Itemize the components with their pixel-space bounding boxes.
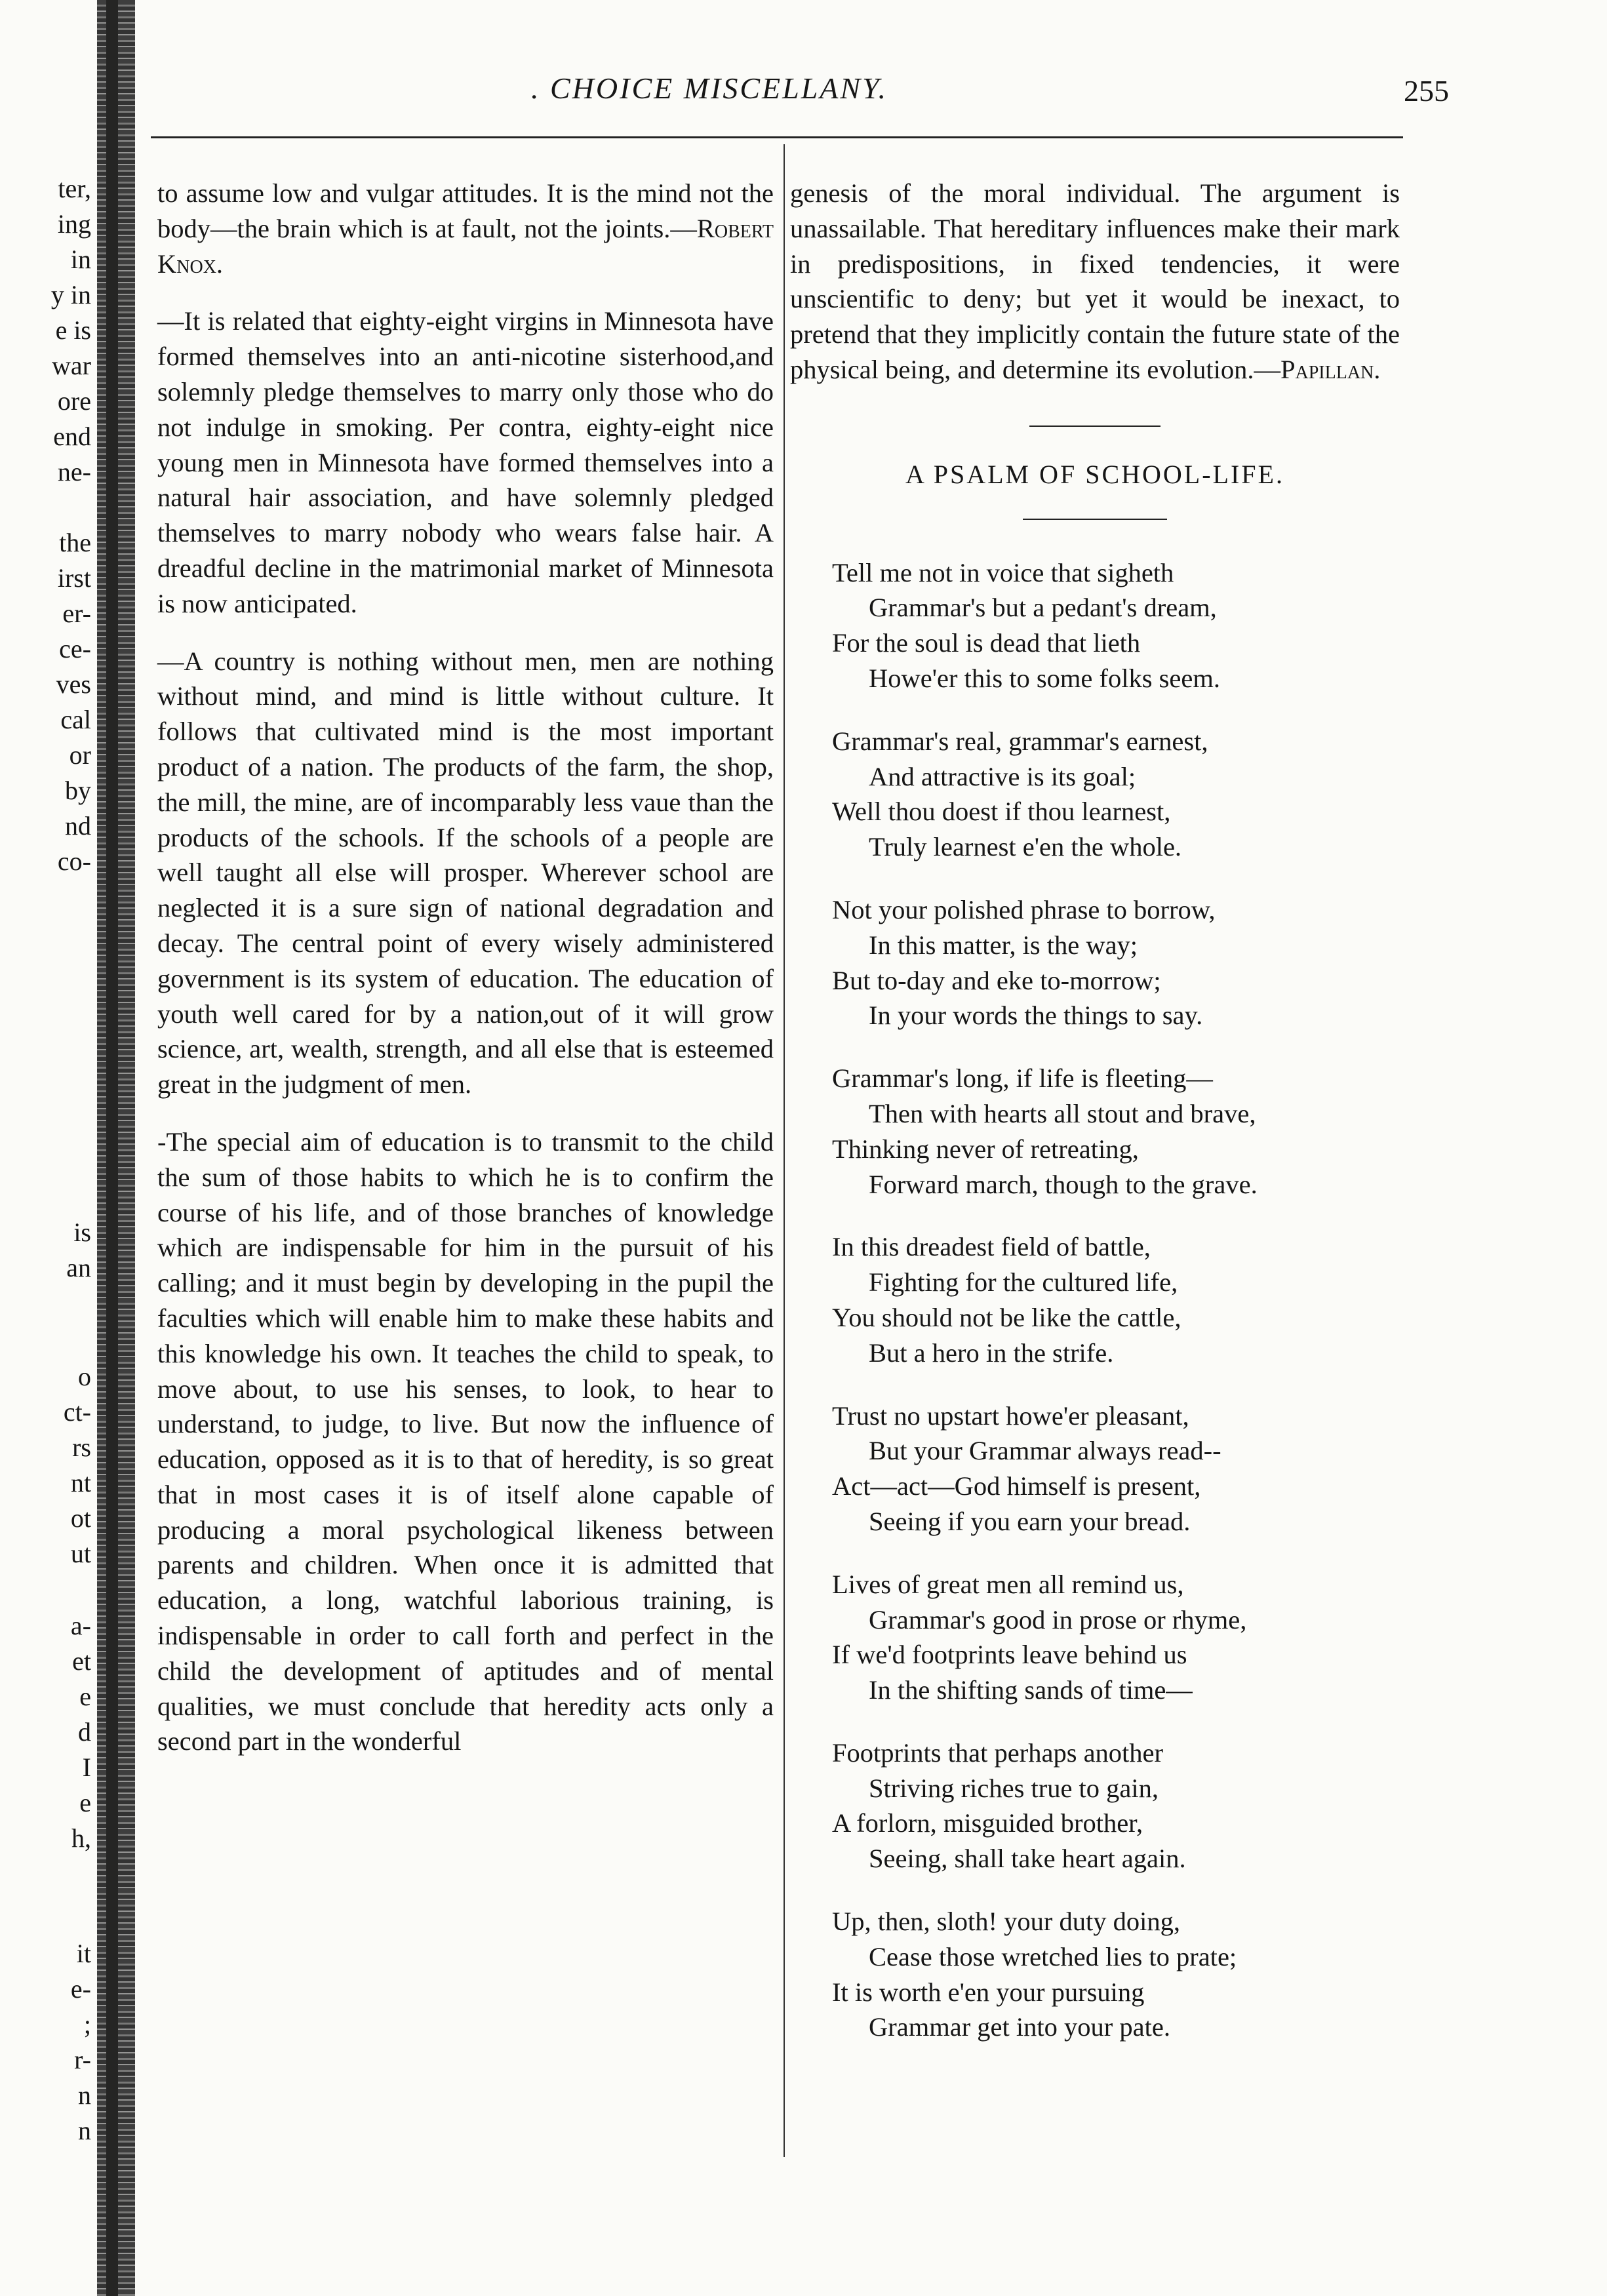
poem-line: Truly learnest e'en the whole. <box>869 832 1182 862</box>
poem-line: Up, then, sloth! your duty doing, <box>832 1907 1180 1937</box>
poem-line: Well thou doest if thou learnest, <box>832 797 1171 827</box>
margin-fragment: in <box>70 245 91 274</box>
margin-fragment: ing <box>57 209 91 239</box>
paragraph-minnesota: —It is related that eighty-eight virgins in Minnesota have formed themselves into an anti-nicotine sisterhood,and solemnly pledge themselves to marry only those who do not indulge in smoking. Per contra, eighty-eight nice young men in Minnesota have formed themselves into a natural hair association, and have solemnly pledged themselves to marry nobody who wears false hair. A dreadful decline in the matrimonial market of Minnesota is now anticipated. <box>157 306 774 618</box>
margin-fragment: a- <box>70 1611 91 1640</box>
poem-stanza <box>832 555 1400 696</box>
margin-fragment: e <box>79 1682 91 1711</box>
margin-fragment: ot <box>70 1503 91 1533</box>
margin-fragment: d <box>78 1717 91 1747</box>
margin-fragment: ore <box>57 386 91 416</box>
poem-line: Thinking never of retreating, <box>832 1134 1139 1164</box>
poem-line: Forward march, though to the grave. <box>869 1169 1258 1199</box>
poem-line: Striving riches true to gain, <box>869 1773 1159 1803</box>
book-binding-gutter <box>97 0 135 2296</box>
poem-line: It is worth e'en your pursuing <box>832 1977 1145 2007</box>
margin-fragment: rs <box>72 1433 91 1462</box>
margin-fragment: or <box>69 740 91 770</box>
margin-fragment: n <box>78 2080 91 2110</box>
poem-line: Not your polished phrase to borrow, <box>832 894 1216 924</box>
margin-fragment: ct- <box>63 1397 91 1427</box>
margin-fragment: nt <box>70 1468 91 1497</box>
margin-fragment: ut <box>70 1539 91 1568</box>
margin-fragment: ce- <box>59 634 91 663</box>
margin-fragment: e is <box>55 315 91 345</box>
margin-fragment: by <box>65 776 91 805</box>
poem-line: In the shifting sands of time— <box>869 1675 1193 1705</box>
section-rule <box>1029 426 1161 427</box>
paragraph-education: -The special aim of education is to transmit to the child the sum of those habits to which he is to confirm the course of his life, and of those branches of knowledge which are indispensable for him in the pursuit of his calling; and it must begin by developing in the pupil the faculties which will enable him to make these habits and this knowledge his own. It teaches the child to speak, to move about, to use his senses, to look, to hear to understand, to judge, to live. But now the influence of education, opposed as it is to that of heredity, is so great that in most cases it is of itself alone capable of producing a moral psychological likeness between parents and children. When once it is admitted that education, a long, watchful laborious training, is indispensable in order to call forth and perfect in the child the development of aptitudes and of mental qualities, we must conclude that heredity acts only a second part in the wonderful <box>157 1126 774 1756</box>
column-divider <box>784 144 785 2157</box>
margin-fragment: war <box>52 351 91 380</box>
margin-fragment: it <box>76 1939 91 1968</box>
poem-stanza <box>832 1567 1400 1708</box>
poem-line: Grammar get into your pate. <box>869 2012 1170 2042</box>
margin-fragment: o <box>78 1362 91 1391</box>
paragraph-genesis: genesis of the moral individual. The argument is unassailable. That hereditary influences make their mark in predispositions, in fixed tendencies, it were unscientific to deny; but yet it would be inexact, to pretend that they implicitly contain the future state of the physical being, and determine its evolution.—Papillan. <box>790 178 1400 384</box>
margin-fragment: h, <box>71 1823 91 1853</box>
margin-fragment: an <box>66 1253 91 1282</box>
page-header <box>151 71 1449 117</box>
margin-fragment: n <box>78 2116 91 2145</box>
poem-line: Grammar's real, grammar's earnest, <box>832 726 1208 756</box>
poem-line: But your Grammar always read-- <box>869 1436 1221 1466</box>
poem-stanza <box>832 1398 1400 1539</box>
paragraph-knox: to assume low and vulgar attitudes. It is the mind not the body—the brain which is at fault, not the joints.—Robert Knox. <box>157 178 774 279</box>
poem-title: A PSALM OF SCHOOL-LIFE. <box>905 459 1284 489</box>
left-column <box>157 176 774 1759</box>
poem-stanza <box>832 724 1400 865</box>
poem-line: Grammar's good in prose or rhyme, <box>869 1604 1247 1634</box>
margin-fragment: e <box>79 1788 91 1817</box>
poem-line: Lives of great men all remind us, <box>832 1569 1184 1599</box>
poem-line: And attractive is its goal; <box>869 761 1136 791</box>
margin-fragment: irst <box>57 563 91 593</box>
title-rule <box>1023 519 1167 520</box>
poem-line: Tell me not in voice that sigheth <box>832 557 1174 587</box>
poem-line: Seeing if you earn your bread. <box>869 1506 1191 1536</box>
poem-line: Cease those wretched lies to prate; <box>869 1941 1237 1971</box>
margin-fragment: ; <box>83 2009 91 2039</box>
margin-fragment: is <box>73 1217 91 1247</box>
margin-fragment: er- <box>62 599 91 628</box>
margin-fragment: ves <box>56 669 91 699</box>
poem-line: In your words the things to say. <box>869 1000 1203 1031</box>
poem-stanza <box>832 1229 1400 1370</box>
poem-line: Grammar's but a pedant's dream, <box>869 593 1217 623</box>
poem-line: Howe'er this to some folks seem. <box>869 663 1220 693</box>
page-number: 255 <box>1404 74 1449 108</box>
poem-stanza <box>832 1735 1400 1876</box>
poem-line: But to-day and eke to-morrow; <box>832 965 1161 995</box>
header-rule <box>151 136 1403 138</box>
poem-line: If we'd footprints leave behind us <box>832 1640 1187 1670</box>
poem-stanza <box>832 1061 1400 1202</box>
poem-line: You should not be like the cattle, <box>832 1302 1181 1332</box>
facing-page-margin <box>0 0 95 2296</box>
margin-fragment: ter, <box>58 174 91 203</box>
poem-stanza <box>832 1904 1400 2045</box>
margin-fragment: ne- <box>57 457 91 486</box>
attribution: Robert Knox. <box>157 213 774 279</box>
margin-fragment: cal <box>60 705 91 734</box>
right-column <box>790 176 1400 2072</box>
poem-line: Grammar's long, if life is fleeting— <box>832 1063 1213 1094</box>
poem-line: Fighting for the cultured life, <box>869 1267 1178 1297</box>
poem-line: Then with hearts all stout and brave, <box>869 1098 1256 1128</box>
margin-fragment: r- <box>74 2045 91 2074</box>
paragraph-country: —A country is nothing without men, men are nothing without mind, and mind is little without culture. It follows that cultivated mind is the most important product of a nation. The products of the farm, the shop, the mill, the mine, are of incomparably less vaue than the products of the schools. If the schools of a people are well taught all else will prosper. Wherever school are neglected it is a sure sign of national degradation and decay. The central point of every wisely administered government is its system of education. The education of youth well cared for by a nation,out of it will grow science, art, wealth, strength, and all else that is esteemed great in the judgment of men. <box>157 646 774 1099</box>
margin-fragment: the <box>59 528 91 557</box>
poem-line: Seeing, shall take heart again. <box>869 1844 1186 1874</box>
poem-stanza <box>832 892 1400 1033</box>
poem-line: But a hero in the strife. <box>869 1337 1114 1368</box>
margin-fragment: y in <box>50 280 91 309</box>
poem <box>790 555 1400 2046</box>
margin-fragment: et <box>72 1646 91 1676</box>
margin-fragment: I <box>82 1752 91 1782</box>
poem-line: A forlorn, misguided brother, <box>832 1808 1143 1838</box>
attribution: Papillan. <box>1280 354 1381 384</box>
poem-line: For the soul is dead that lieth <box>832 628 1141 658</box>
running-title: . CHOICE MISCELLANY. <box>531 71 888 105</box>
poem-line: Footprints that perhaps another <box>832 1737 1164 1768</box>
margin-fragment: end <box>53 422 91 451</box>
margin-fragment: co- <box>57 846 91 876</box>
poem-line: In this dreadest field of battle, <box>832 1232 1151 1262</box>
poem-line: Trust no upstart howe'er pleasant, <box>832 1400 1189 1431</box>
poem-line: In this matter, is the way; <box>869 930 1138 960</box>
margin-fragment: nd <box>65 811 91 841</box>
poem-line: Act—act—God himself is present, <box>832 1471 1201 1501</box>
margin-fragment: e- <box>70 1974 91 2004</box>
